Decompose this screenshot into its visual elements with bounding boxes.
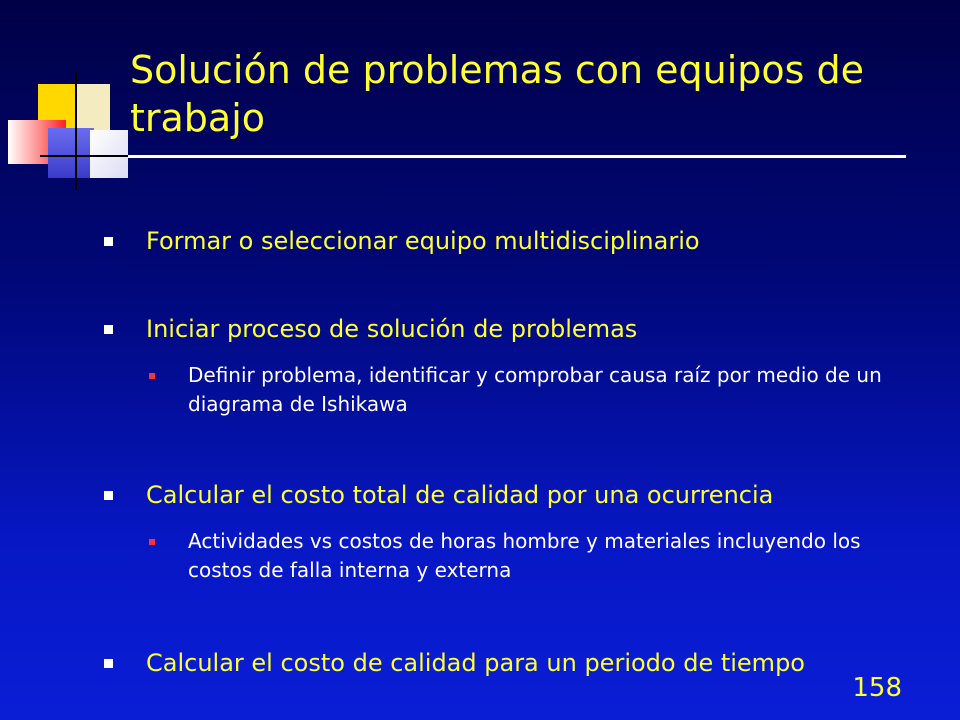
sub-bullet-marker [149,373,155,379]
sub-bullet-activities-costs: Actividades vs costos de horas hombre y materiales incluyendo los costos de falla interna y externa [188,529,861,582]
bullet-marker [104,237,113,246]
bullet-marker [104,491,113,500]
bullet-item-start-process: Iniciar proceso de solución de problemas [146,315,638,343]
sub-bullet-define-problem: Definir problema, identificar y comprobar causa raíz por medio de un diagrama de Ishikawa [188,363,882,416]
bullet-item-form-team: Formar o seleccionar equipo multidisciplinario [146,227,700,255]
sub-bullet-marker [149,539,155,545]
bullet-item-total-cost: Calcular el costo total de calidad por una ocurrencia [146,481,774,509]
slide-title: Solución de problemas con equipos de trabajo [130,48,865,140]
bullet-marker [104,325,113,334]
bullet-marker [104,659,113,668]
bullet-item-period-cost: Calcular el costo de calidad para un periodo de tiempo [146,649,805,677]
slide-number: 158 [852,673,902,703]
